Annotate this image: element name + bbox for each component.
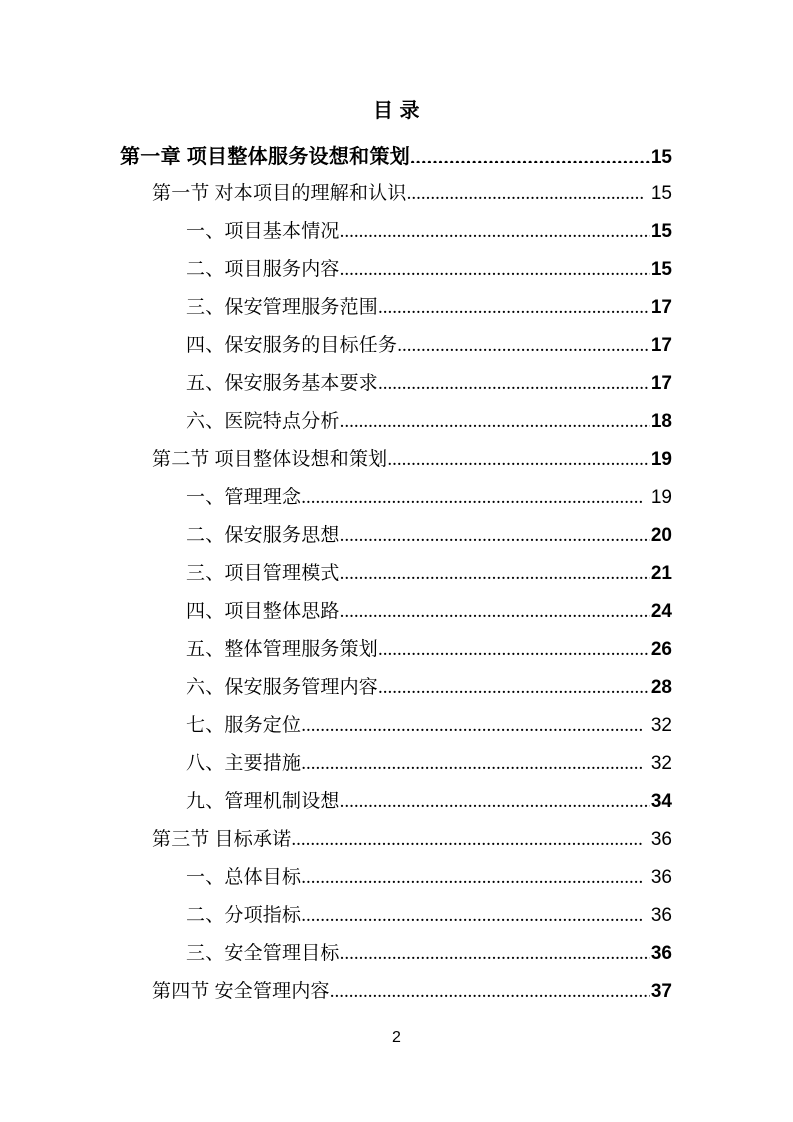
toc-entry-label: 三、安全管理目标 [186,943,340,964]
table-of-contents [0,140,793,1014]
toc-dot-leader [378,639,650,655]
toc-entry[interactable] [0,710,793,748]
toc-entry[interactable] [0,976,793,1014]
toc-entry-page-number: 19 [650,487,672,508]
toc-entry-page-number: 18 [650,411,672,432]
toc-entry-label: 六、保安服务管理内容 [186,677,379,698]
toc-entry-label: 九、管理机制设想 [186,791,340,812]
toc-entry-label: 第四节 安全管理内容 [152,981,330,1002]
toc-entry-label: 二、保安服务思想 [186,525,340,546]
toc-entry-label: 三、保安管理服务范围 [186,297,379,318]
page-title: 目 录 [372,100,421,122]
toc-entry-page-number: 37 [650,981,672,1002]
toc-entry-page-number: 15 [650,147,672,168]
toc-entry[interactable] [0,748,793,786]
toc-entry-label: 第一章 项目整体服务设想和策划 [120,146,411,168]
toc-entry-page-number: 19 [650,449,672,470]
toc-entry-page-number: 24 [650,601,672,622]
footer-page-number: 2 [392,1029,401,1046]
toc-entry[interactable] [0,140,793,178]
toc-dot-leader [340,943,650,959]
toc-entry[interactable] [0,254,793,292]
toc-entry[interactable] [0,672,793,710]
toc-entry[interactable] [0,406,793,444]
toc-entry[interactable] [0,824,793,862]
toc-dot-leader [301,905,643,921]
toc-entry[interactable] [0,938,793,976]
toc-entry-label: 三、项目管理模式 [186,563,340,584]
toc-dot-leader [301,867,643,883]
toc-entry-label: 一、管理理念 [186,487,302,508]
toc-entry[interactable] [0,862,793,900]
toc-dot-leader [340,259,650,275]
toc-entry[interactable] [0,482,793,520]
toc-entry-page-number: 32 [650,753,672,774]
toc-entry-label: 五、整体管理服务策划 [186,639,379,660]
toc-entry-label: 一、项目基本情况 [186,221,340,242]
toc-entry-label: 第三节 目标承诺 [152,829,292,850]
toc-dot-leader [387,449,650,465]
toc-entry-page-number: 28 [650,677,672,698]
toc-entry-label: 一、总体目标 [186,867,302,888]
toc-dot-leader [340,221,650,237]
toc-entry-label: 四、项目整体思路 [186,601,340,622]
toc-entry-label: 第二节 项目整体设想和策划 [152,449,388,470]
toc-dot-leader [340,601,650,617]
toc-entry[interactable] [0,786,793,824]
toc-entry-page-number: 21 [650,563,672,584]
toc-entry-page-number: 34 [650,791,672,812]
toc-dot-leader [340,791,650,807]
toc-entry[interactable] [0,178,793,216]
toc-entry-label: 七、服务定位 [186,715,302,736]
toc-entry-page-number: 17 [650,373,672,394]
toc-entry-label: 二、分项指标 [186,905,302,926]
toc-dot-leader [340,411,650,427]
toc-dot-leader [378,677,650,693]
toc-entry-page-number: 15 [650,259,672,280]
toc-entry-page-number: 36 [650,867,672,888]
toc-entry-page-number: 20 [650,525,672,546]
toc-dot-leader [291,829,643,845]
toc-entry-page-number: 32 [650,715,672,736]
toc-dot-leader [397,335,650,351]
toc-dot-leader [301,715,643,731]
toc-entry-label: 第一节 对本项目的理解和认识 [152,183,407,204]
toc-entry-label: 四、保安服务的目标任务 [186,335,398,356]
toc-dot-leader [378,297,650,313]
toc-entry[interactable] [0,444,793,482]
toc-entry-page-number: 26 [650,639,672,660]
toc-dot-leader [340,525,650,541]
toc-entry-page-number: 17 [650,335,672,356]
toc-entry-page-number: 36 [650,829,672,850]
toc-entry-page-number: 17 [650,297,672,318]
toc-entry[interactable] [0,596,793,634]
toc-dot-leader [301,753,643,769]
toc-dot-leader [407,183,643,199]
toc-entry[interactable] [0,558,793,596]
toc-entry[interactable] [0,900,793,938]
toc-dot-leader [330,981,650,997]
toc-entry-page-number: 36 [650,905,672,926]
toc-entry[interactable] [0,368,793,406]
toc-entry[interactable] [0,330,793,368]
toc-entry-label: 八、主要措施 [186,753,302,774]
toc-entry[interactable] [0,292,793,330]
toc-dot-leader [340,563,650,579]
toc-entry-page-number: 15 [650,221,672,242]
toc-entry[interactable] [0,216,793,254]
toc-entry-label: 六、医院特点分析 [186,411,340,432]
toc-entry-page-number: 36 [650,943,672,964]
toc-entry[interactable] [0,520,793,558]
toc-entry-label: 二、项目服务内容 [186,259,340,280]
toc-dot-leader [301,487,643,503]
toc-dot-leader [410,147,650,163]
toc-entry-label: 五、保安服务基本要求 [186,373,379,394]
toc-dot-leader [378,373,650,389]
toc-entry[interactable] [0,634,793,672]
toc-entry-page-number: 15 [650,183,672,204]
